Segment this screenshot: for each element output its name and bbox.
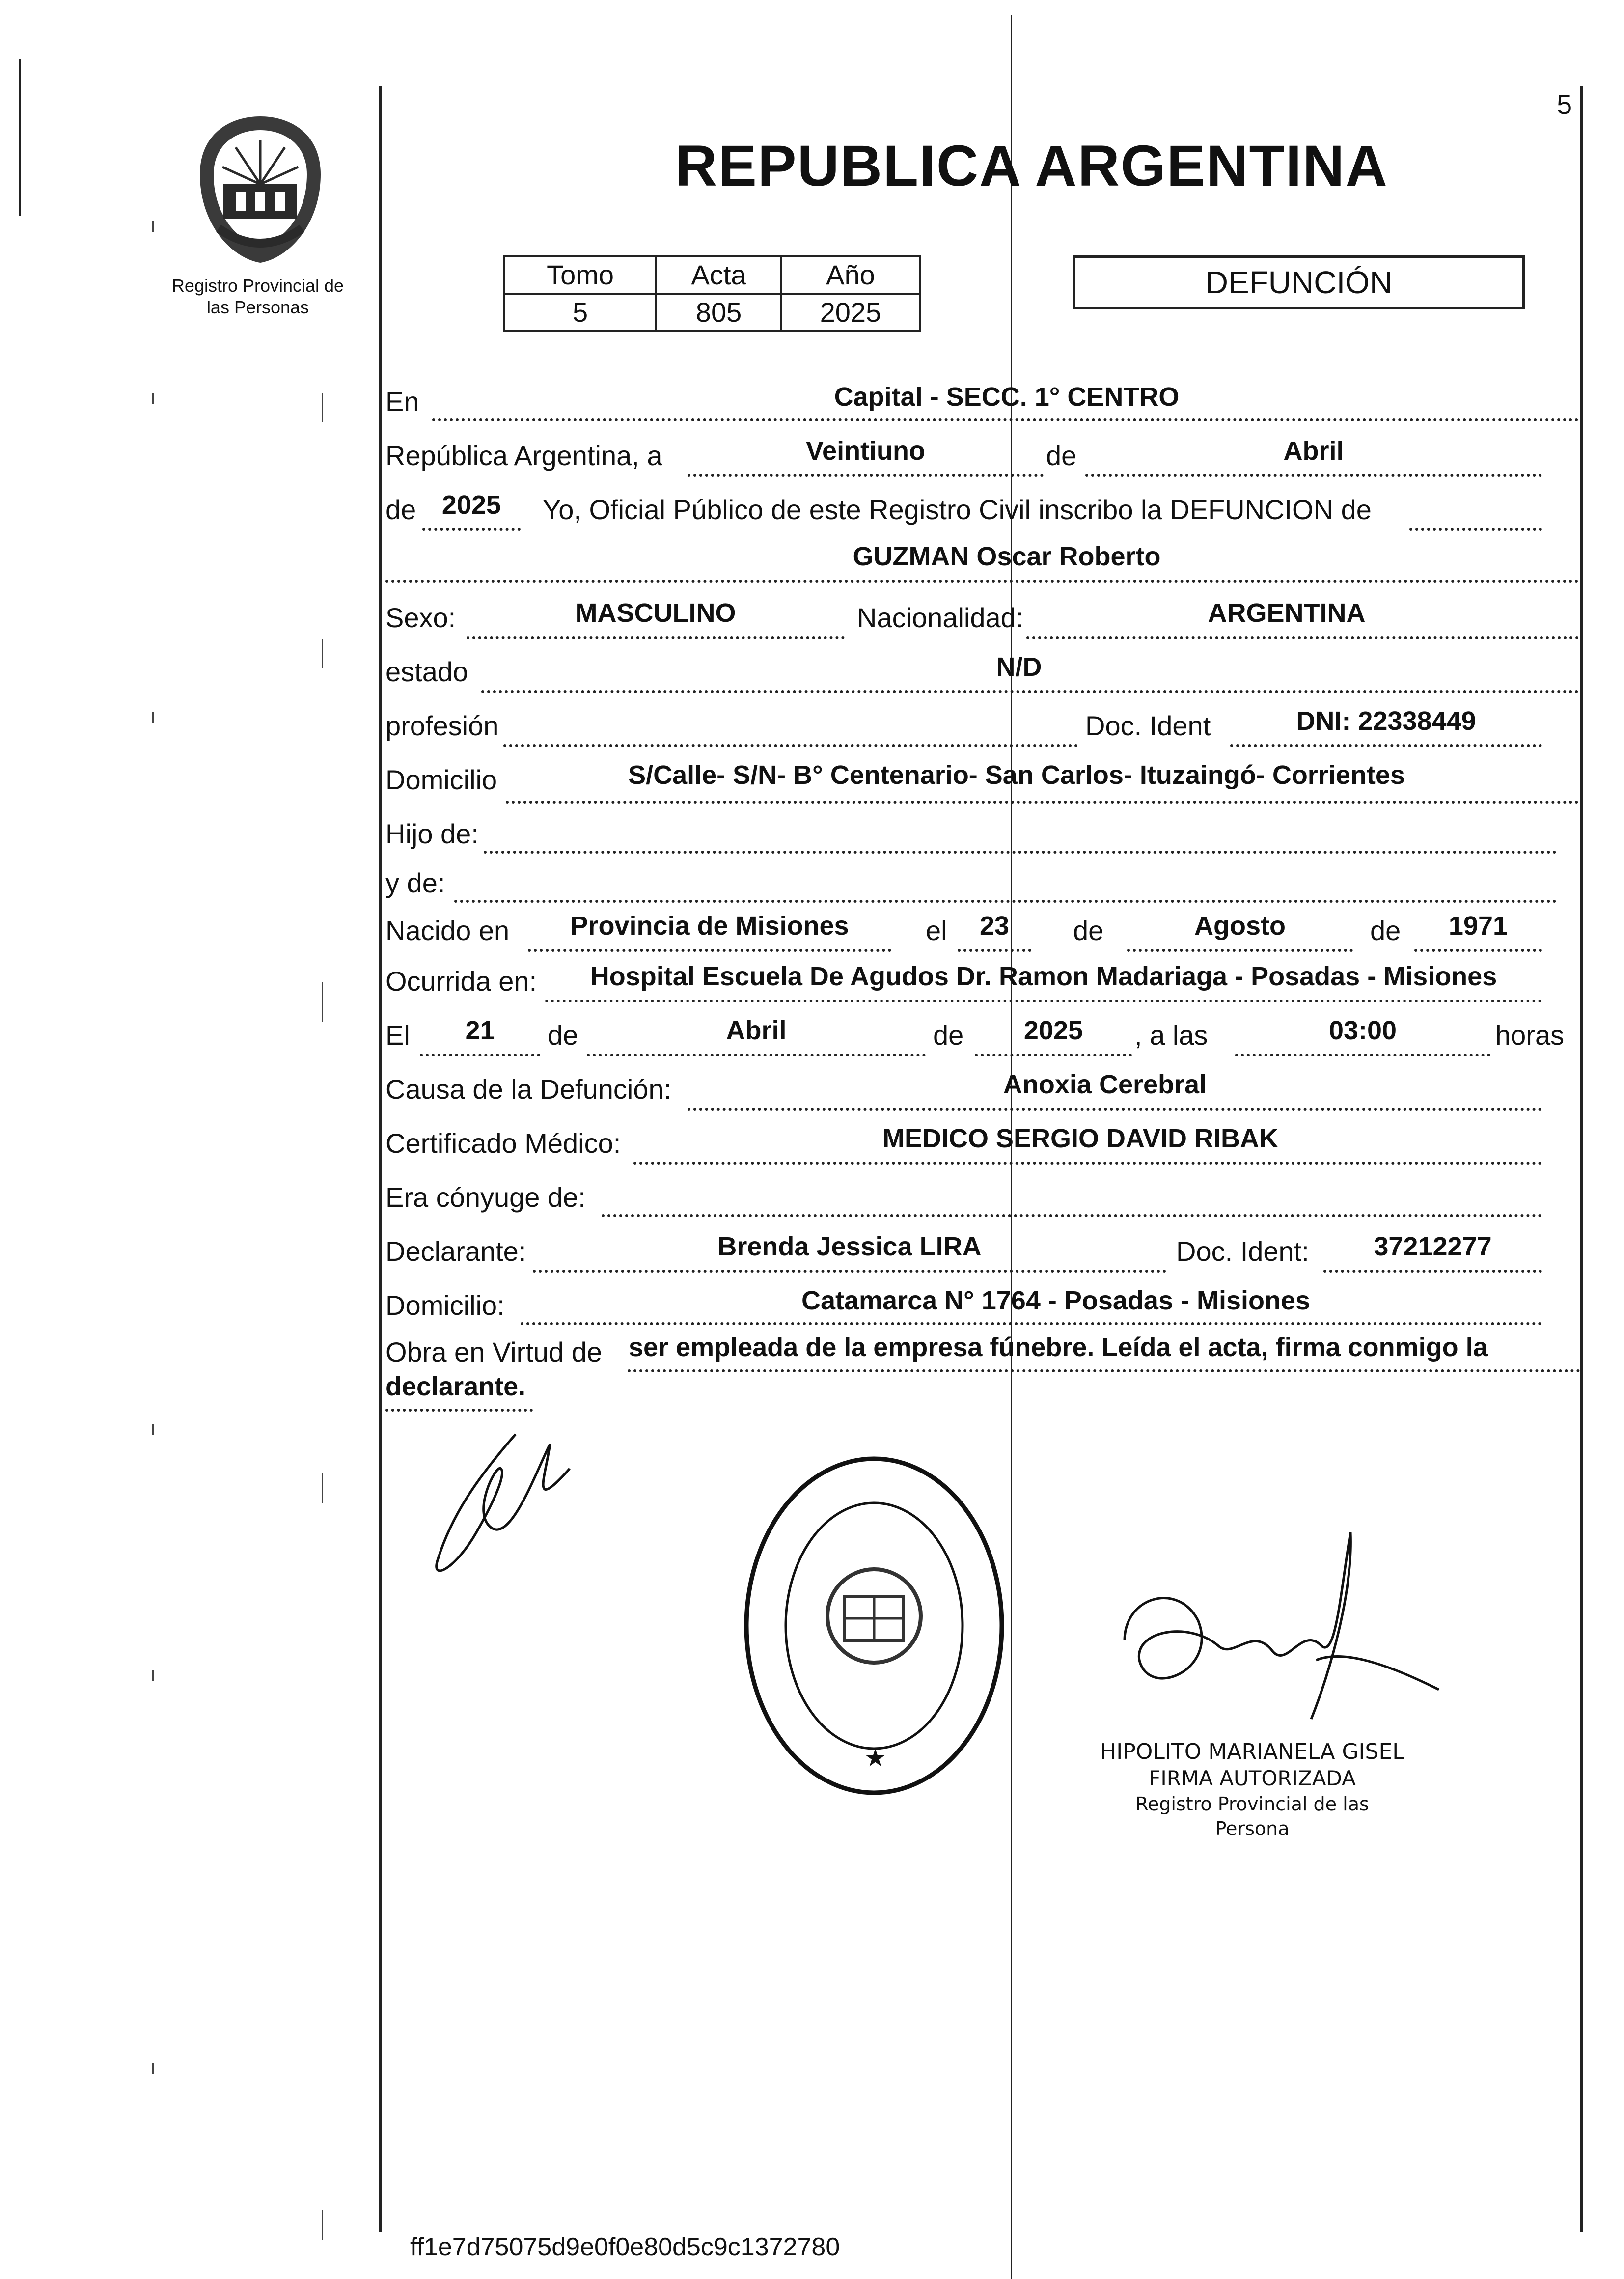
document-title: REPUBLICA ARGENTINA bbox=[675, 134, 1388, 198]
margin-tick bbox=[152, 221, 154, 232]
province-logo bbox=[189, 111, 331, 268]
issuer-name bbox=[147, 275, 368, 318]
y-de-line bbox=[454, 870, 1557, 903]
nacido-en-label: Nacido en bbox=[385, 915, 510, 946]
doc-ident-value: DNI: 22338449 bbox=[1296, 706, 1476, 736]
death-de-label-2: de bbox=[933, 1020, 964, 1051]
margin-tick bbox=[322, 982, 323, 1022]
margin-line bbox=[19, 59, 21, 216]
estado-label: estado bbox=[385, 656, 468, 687]
yo-line bbox=[1409, 499, 1542, 531]
obra-value-line-2: declarante. bbox=[385, 1372, 526, 1401]
domicilio-value: S/Calle- S/N- B° Centenario- San Carlos- Ituzaingó- Corrientes bbox=[628, 760, 1405, 790]
anio-value: 2025 bbox=[781, 294, 920, 331]
birth-month-value: Agosto bbox=[1194, 911, 1286, 941]
margin-tick bbox=[152, 1670, 154, 1681]
causa-label: Causa de la Defunción: bbox=[385, 1074, 672, 1105]
sexo-value: MASCULINO bbox=[575, 598, 736, 628]
nacido-en-value: Provincia de Misiones bbox=[570, 911, 849, 941]
official-office: Registro Provincial de las Persona bbox=[1135, 1793, 1369, 1839]
en-label: En bbox=[385, 386, 419, 417]
page-number: 5 bbox=[1557, 89, 1572, 120]
declarant-signature bbox=[422, 1415, 589, 1594]
certificado-value: MEDICO SERGIO DAVID RIBAK bbox=[882, 1124, 1279, 1153]
declarante-doc-label: Doc. Ident: bbox=[1176, 1236, 1309, 1267]
signature-icon bbox=[1105, 1513, 1449, 1768]
death-month-value: Abril bbox=[726, 1016, 787, 1045]
declarante-domicilio-label: Domicilio: bbox=[385, 1290, 505, 1321]
issuer-line-1: Registro Provincial de bbox=[171, 276, 344, 296]
official-block bbox=[1100, 1739, 1404, 1841]
death-de-label-1: de bbox=[548, 1020, 578, 1051]
registry-value-row bbox=[504, 294, 920, 331]
margin-tick bbox=[322, 2210, 323, 2240]
rep-label: República Argentina, a bbox=[385, 440, 662, 471]
declarante-doc-value: 37212277 bbox=[1374, 1232, 1492, 1261]
tomo-header: Tomo bbox=[504, 256, 656, 294]
margin-tick bbox=[322, 639, 323, 668]
certificado-label: Certificado Médico: bbox=[385, 1128, 621, 1159]
death-el-label: El bbox=[385, 1020, 410, 1051]
tomo-value: 5 bbox=[504, 294, 656, 331]
acta-header: Acta bbox=[656, 256, 781, 294]
official-role: FIRMA AUTORIZADA bbox=[1149, 1766, 1356, 1790]
declarante-label: Declarante: bbox=[385, 1236, 526, 1267]
rep-month-value: Abril bbox=[1283, 436, 1344, 466]
official-signature bbox=[1105, 1513, 1449, 1771]
document-hash: ff1e7d75075d9e0f0e80d5c9c1372780 bbox=[410, 2233, 840, 2261]
registry-table bbox=[503, 255, 921, 332]
declarante-domicilio-value: Catamarca N° 1764 - Posadas - Misiones bbox=[801, 1286, 1311, 1315]
acta-value: 805 bbox=[656, 294, 781, 331]
margin-tick bbox=[152, 1424, 154, 1435]
horas-label: horas bbox=[1495, 1020, 1565, 1051]
official-stamp bbox=[737, 1449, 1012, 1805]
a-las-label: , a las bbox=[1134, 1020, 1208, 1051]
domicilio-label: Domicilio bbox=[385, 764, 497, 795]
rep-day-value: Veintiuno bbox=[806, 436, 925, 466]
right-border-line bbox=[1580, 86, 1583, 2232]
death-day-value: 21 bbox=[465, 1016, 495, 1045]
yo-text: Yo, Oficial Público de este Registro Civil inscribo la DEFUNCION de bbox=[543, 494, 1372, 525]
y-de-label: y de: bbox=[385, 867, 445, 898]
margin-tick bbox=[322, 393, 323, 422]
left-border-line bbox=[379, 86, 382, 2232]
profesion-line bbox=[503, 715, 1078, 747]
year-value: 2025 bbox=[441, 490, 501, 520]
nacionalidad-label: Nacionalidad: bbox=[857, 602, 1024, 633]
en-value: Capital - SECC. 1° CENTRO bbox=[834, 382, 1180, 412]
ocurrida-en-value: Hospital Escuela De Agudos Dr. Ramon Madariaga - Posadas - Misiones bbox=[590, 962, 1497, 991]
birth-day-value: 23 bbox=[979, 911, 1010, 941]
margin-tick bbox=[322, 1473, 323, 1503]
year-de-label: de bbox=[385, 494, 416, 525]
stamp-star: ★ bbox=[864, 1744, 886, 1772]
issuer-line-2: las Personas bbox=[206, 297, 309, 317]
causa-value: Anoxia Cerebral bbox=[1003, 1070, 1207, 1099]
estado-value: N/D bbox=[996, 652, 1042, 682]
birth-de-label-2: de bbox=[1370, 915, 1401, 946]
deceased-name: GUZMAN Oscar Roberto bbox=[853, 542, 1161, 571]
obra-label: Obra en Virtud de bbox=[385, 1336, 603, 1367]
margin-tick bbox=[152, 2063, 154, 2074]
record-type-box: DEFUNCIÓN bbox=[1073, 255, 1525, 309]
anio-header: Año bbox=[781, 256, 920, 294]
nacido-el-label: el bbox=[926, 915, 947, 946]
doc-ident-label: Doc. Ident bbox=[1085, 710, 1211, 741]
death-time-value: 03:00 bbox=[1328, 1016, 1397, 1045]
registry-header-row bbox=[504, 256, 920, 294]
official-name: HIPOLITO MARIANELA GISEL bbox=[1100, 1739, 1404, 1764]
death-year-value: 2025 bbox=[1023, 1016, 1083, 1045]
misiones-shield-icon bbox=[189, 111, 331, 268]
profesion-label: profesión bbox=[385, 710, 499, 741]
rep-de-label: de bbox=[1046, 440, 1077, 471]
birth-year-value: 1971 bbox=[1448, 911, 1508, 941]
margin-tick bbox=[152, 393, 154, 404]
margin-tick bbox=[152, 712, 154, 723]
hijo-de-label: Hijo de: bbox=[385, 818, 479, 849]
sexo-label: Sexo: bbox=[385, 602, 456, 633]
hijo-de-line bbox=[484, 821, 1557, 854]
nacionalidad-value: ARGENTINA bbox=[1208, 598, 1366, 628]
conyuge-label: Era cónyuge de: bbox=[385, 1182, 586, 1213]
conyuge-line bbox=[602, 1185, 1542, 1217]
ocurrida-en-label: Ocurrida en: bbox=[385, 966, 537, 997]
birth-de-label-1: de bbox=[1073, 915, 1104, 946]
obra-value-line-1: ser empleada de la empresa fúnebre. Leída el acta, firma conmigo la bbox=[629, 1333, 1488, 1362]
declarante-value: Brenda Jessica LIRA bbox=[717, 1232, 982, 1261]
signature-icon bbox=[422, 1415, 589, 1591]
